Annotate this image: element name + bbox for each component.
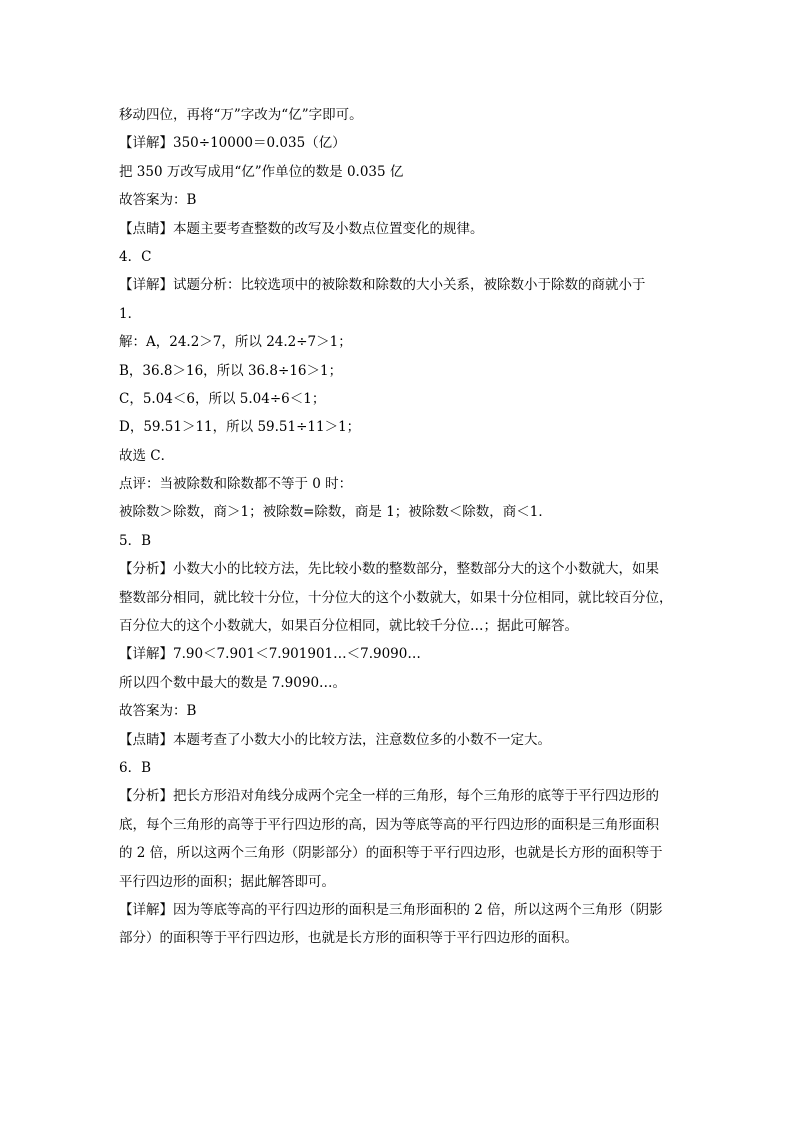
text-line: 故选 C． bbox=[119, 447, 175, 464]
text-line: 平行四边形的面积；据此解答即可。 bbox=[119, 873, 335, 890]
text-line: D，59.51＞11，所以 59.51÷11＞1； bbox=[119, 419, 361, 436]
text-line: 【详解】试题分析：比较选项中的被除数和除数的大小关系，被除数小于除数的商就小于 bbox=[119, 277, 646, 294]
text-line: 解：A，24.2＞7，所以 24.2÷7＞1； bbox=[119, 334, 352, 351]
text-line: 移动四位，再将“万”字改为“亿”字即可。 bbox=[119, 107, 363, 123]
text-line: 把 350 万改写成用“亿”作单位的数是 0.035 亿 bbox=[119, 163, 404, 180]
text-line: 【详解】因为等底等高的平行四边形的面积是三角形面积的 2 倍，所以这两个三角形（阴影 bbox=[119, 901, 663, 918]
text-line: 故答案为：B bbox=[119, 703, 197, 720]
text-line: 百分位大的这个小数就大，如果百分位相同，就比较千分位…；据此可解答。 bbox=[119, 618, 578, 635]
text-line: 1． bbox=[119, 305, 142, 322]
text-line: 【详解】350÷10000＝0.035（亿） bbox=[119, 135, 346, 152]
text-line: 【点睛】本题考查了小数大小的比较方法，注意数位多的小数不一定大。 bbox=[119, 731, 551, 748]
text-line: C，5.04＜6，所以 5.04÷6＜1； bbox=[119, 390, 326, 407]
question-number: 4．C bbox=[119, 248, 152, 265]
question-number: 6．B bbox=[119, 759, 152, 776]
text-line: 所以四个数中最大的数是 7.9090…。 bbox=[119, 674, 347, 691]
text-line: 底，每个三角形的高等于平行四边形的高，因为等底等高的平行四边形的面积是三角形面积 bbox=[119, 816, 659, 833]
text-line: 整数部分相同，就比较十分位，十分位大的这个小数就大，如果十分位相同，就比较百分位， bbox=[119, 589, 673, 606]
text-line: 点评：当被除数和除数都不等于 0 时： bbox=[119, 476, 353, 493]
text-line: 【点睛】本题主要考查整数的改写及小数点位置变化的规律。 bbox=[119, 220, 484, 237]
answer-explanation-text bbox=[119, 101, 679, 953]
text-line: 故答案为：B bbox=[119, 192, 197, 209]
text-line: 部分）的面积等于平行四边形，也就是长方形的面积等于平行四边形的面积。 bbox=[119, 930, 578, 947]
question-number: 5．B bbox=[119, 532, 152, 549]
text-line: 被除数＞除数，商＞1；被除数=除数，商是 1；被除数＜除数，商＜1． bbox=[119, 504, 552, 521]
text-line: B，36.8＞16，所以 36.8÷16＞1； bbox=[119, 362, 343, 379]
text-line: 【详解】7.90＜7.901＜7.901901…＜7.9090… bbox=[119, 646, 421, 663]
text-line: 【分析】把长方形沿对角线分成两个完全一样的三角形，每个三角形的底等于平行四边形的 bbox=[119, 788, 659, 805]
text-line: 【分析】小数大小的比较方法，先比较小数的整数部分，整数部分大的这个小数就大，如果 bbox=[119, 561, 659, 578]
text-line: 的 2 倍，所以这两个三角形（阴影部分）的面积等于平行四边形，也就是长方形的面积等于 bbox=[119, 845, 663, 862]
